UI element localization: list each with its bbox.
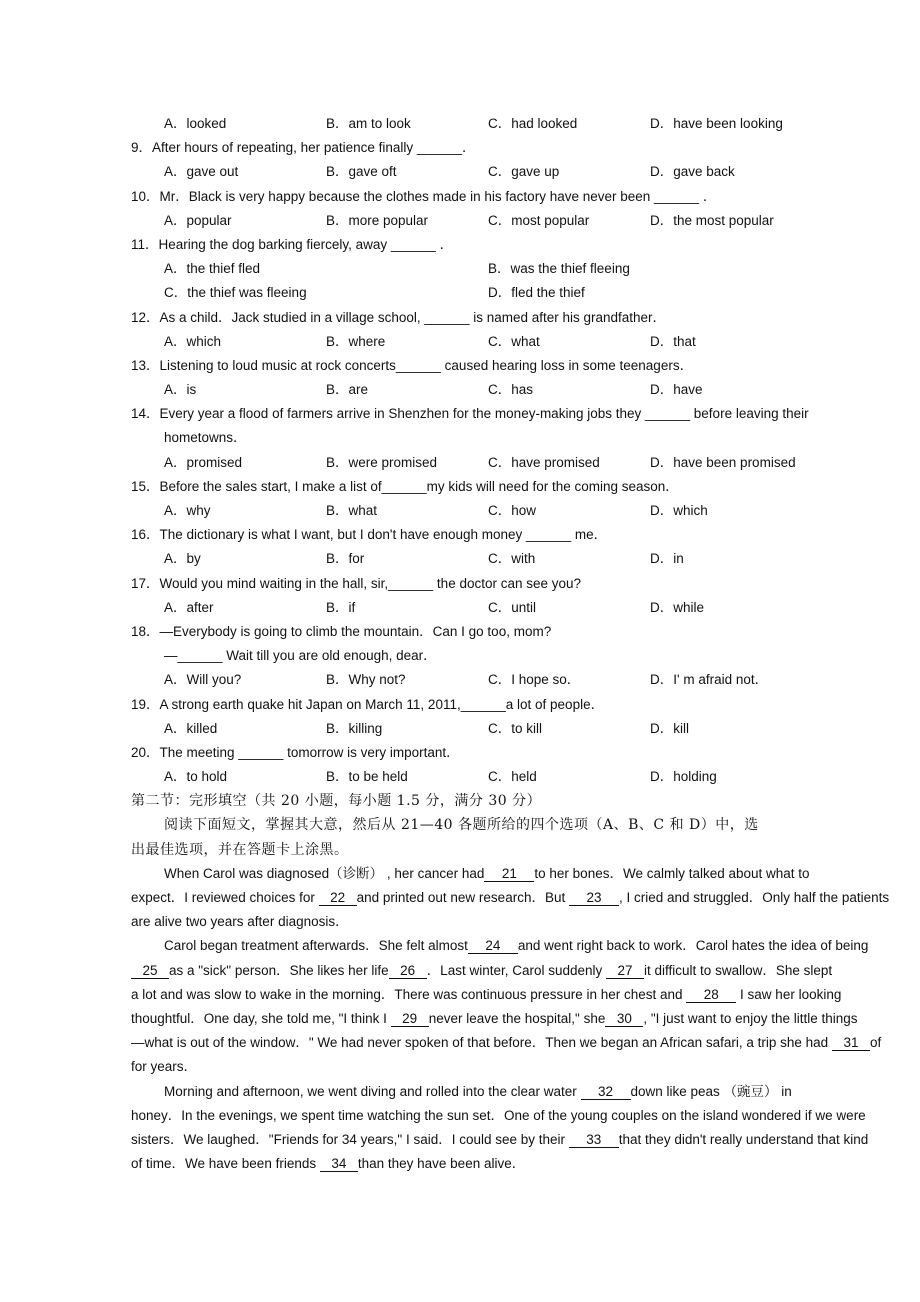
option-c[interactable]: C．to kill [488,720,543,736]
passage-text: expect．I reviewed choices for [131,890,319,905]
passage-text: and went right back to work．Carol hates the idea of being [517,938,869,954]
question-14-options [0,451,920,475]
option-b[interactable]: B．where [326,333,386,349]
option-b[interactable]: B．gave oft [326,164,397,180]
passage-line [0,983,920,1007]
option-b[interactable]: B．Why not? [326,672,406,688]
option-c[interactable]: C．how [488,503,537,518]
passage-line [0,886,920,910]
passage-text: of [869,1035,882,1051]
passage-text: and printed out new research．But [356,890,569,905]
question-10-stem: 10．Mr．Black is very happy because the clothes made in his factory have never been ______ ． [131,188,717,204]
option-a[interactable]: A．promised [164,454,243,470]
option-d[interactable]: D．fled the thief [488,285,585,301]
blank-33[interactable]: 33 [569,1132,619,1148]
section-instruction-cont: 出最佳选项，并在答题卡上涂黑。 [131,841,349,858]
question-20-stem: 20．The meeting ______ tomorrow is very important． [131,744,460,760]
blank-34[interactable]: 34 [320,1156,358,1172]
question-12-stem: 12．As a child．Jack studied in a village school, ______ is named after his grandfather． [131,309,667,325]
question-15-stem: 15．Before the sales start, I make a list of______my kids will need for the coming season． [131,478,679,494]
option-d[interactable]: D．I' m afraid not． [650,672,769,688]
passage-line [0,959,920,983]
passage-text: thoughtful．One day, she told me, "I think I [131,1010,391,1026]
option-b[interactable]: B．was the thief fleeing [488,261,630,277]
passage-line [0,1080,920,1104]
option-b[interactable]: B．to be held [326,769,408,785]
option-a[interactable]: A．popular [164,212,232,228]
section-heading: 第二节：完形填空（共 20 小题，每小题 1.5 分，满分 30 分） [131,793,542,810]
option-c[interactable]: C．with [488,551,536,567]
blank-22[interactable]: 22 [319,890,357,906]
option-c[interactable]: C．I hope so． [488,672,581,688]
option-a[interactable]: A．the thief fled [164,261,261,277]
passage-text: of time．We have been friends [131,1156,320,1172]
question-13-stem: 13．Listening to loud music at rock concerts______ caused hearing loss in some teenagers． [131,357,694,373]
question-10-options [0,209,920,233]
passage-text: When Carol was diagnosed（诊断） [164,865,384,881]
question-12-options [0,330,920,354]
passage-text: , I cried and struggled．Only half the patients [618,890,890,905]
option-c[interactable]: C．until [488,599,537,615]
option-c[interactable]: C．gave up [488,164,560,180]
passage-text: that they didn't really understand that kind [618,1131,869,1147]
passage-text: , her cancer had [383,865,485,881]
option-b[interactable]: B．for [326,551,365,567]
passage-text: it difficult to swallow．She slept [644,962,833,978]
passage-line: for years． [131,1059,198,1075]
passage-line [0,1128,920,1152]
question-14-stem: 14．Every year a flood of farmers arrive in Shenzhen for the money-making jobs they ______ before leaving their [131,406,809,422]
question-15-options [0,499,920,523]
option-b[interactable]: B．more popular [326,212,429,228]
passage-text: —what is out of the window．" We had never spoken of that before．Then we began an African safari, a trip she had [131,1035,832,1051]
question-13-options [0,378,920,402]
option-a[interactable]: A．Will you? [164,672,242,688]
passage-text: Morning and afternoon, we went diving and rolled into the clear water [164,1083,581,1099]
option-b[interactable]: B．am to look [326,116,411,131]
option-b[interactable]: B．what [326,503,378,518]
option-d[interactable]: D．the most popular [650,212,774,228]
passage-line [0,934,920,958]
question-9-stem: 9．After hours of repeating, her patience finally ______． [131,140,476,156]
question-17-options [0,596,920,620]
question-14-stem-cont: hometowns． [164,430,247,446]
question-9-options [0,160,920,184]
question-11-options-row1 [0,257,920,281]
option-c[interactable]: C．has [488,382,534,398]
option-c[interactable]: C．have promised [488,454,600,470]
passage-text: than they have been alive． [357,1156,526,1172]
passage-text: Carol began treatment afterwards．She felt almost [164,938,468,954]
option-a[interactable]: A．killed [164,720,218,736]
passage-line [0,1031,920,1055]
passage-line: honey．In the evenings, we spent time watching the sun set．One of the young couples on the island wondered if we were [131,1107,866,1123]
question-8-options [0,112,920,136]
blank-32[interactable]: 32 [581,1084,631,1100]
blank-29[interactable]: 29 [391,1011,429,1027]
option-c[interactable]: C．held [488,769,537,785]
passage-line: are alive two years after diagnosis． [131,914,349,930]
passage-text: down like peas （豌豆） in [630,1083,792,1099]
passage-text: a lot and was slow to wake in the morning．There was continuous pressure in her chest and [131,986,687,1002]
option-d[interactable]: D．holding [650,769,717,785]
option-b[interactable]: B．were promised [326,454,438,470]
option-d[interactable]: D．which [650,503,708,518]
passage-text: I saw her looking [736,986,842,1002]
option-a[interactable]: A．why [164,503,211,518]
passage-line [0,1007,920,1031]
question-19-stem: 19．A strong earth quake hit Japan on March 11, 2011,______a lot of people． [131,696,605,712]
question-11-options-row2 [0,281,920,305]
option-d[interactable]: D．kill [650,720,689,736]
option-d[interactable]: D．while [650,599,705,615]
option-d[interactable]: D．have [650,382,703,398]
passage-text: , "I just want to enjoy the little things [643,1010,858,1026]
option-d[interactable]: D．that [650,333,696,349]
question-17-stem: 17．Would you mind waiting in the hall, sir,______ the doctor can see you? [131,575,582,591]
option-c[interactable]: C．had looked [488,116,578,131]
blank-28[interactable]: 28 [686,987,736,1003]
blank-26[interactable]: 26 [389,963,427,979]
question-19-options [0,717,920,741]
question-18-stem-cont: —______ Wait till you are old enough, dear． [164,648,437,664]
blank-21[interactable]: 21 [484,866,534,882]
passage-text: ．Last winter, Carol suddenly [426,962,607,978]
blank-23[interactable]: 23 [569,890,619,906]
option-d[interactable]: D．have been promised [650,454,796,470]
option-c[interactable]: C．the thief was fleeing [164,285,307,301]
option-b[interactable]: B．are [326,382,369,398]
option-d[interactable]: D．have been looking [650,116,783,131]
option-a[interactable]: A．after [164,599,214,615]
option-b[interactable]: B．killing [326,720,383,736]
option-a[interactable]: A．which [164,333,222,349]
option-c[interactable]: C．what [488,333,540,349]
option-d[interactable]: D．in [650,551,684,567]
passage-text: never leave the hospital," she [428,1010,606,1026]
blank-31[interactable]: 31 [832,1035,870,1051]
option-a[interactable]: A．looked [164,116,227,131]
passage-text: as a "sick" person．She likes her life [169,962,389,978]
blank-27[interactable]: 27 [606,963,644,979]
blank-30[interactable]: 30 [605,1011,643,1027]
exam-page [0,112,920,1176]
option-c[interactable]: C．most popular [488,212,590,228]
option-d[interactable]: D．gave back [650,164,735,180]
question-20-options [0,765,920,789]
option-b[interactable]: B．if [326,599,356,615]
question-18-options [0,668,920,692]
section-instruction: 阅读下面短文，掌握其大意，然后从 21—40 各题所给的四个选项（A、B、C 和 D）中，选 [164,817,759,834]
passage-line [0,1152,920,1176]
blank-25[interactable]: 25 [131,963,169,979]
option-a[interactable]: A．by [164,551,201,567]
option-a[interactable]: A．is [164,382,197,398]
question-16-options [0,547,920,571]
question-16-stem: 16．The dictionary is what I want, but I don't have enough money ______ me． [131,527,608,543]
question-18-stem: 18．—Everybody is going to climb the mountain．Can I go too, mom? [131,623,552,639]
option-a[interactable]: A．gave out [164,164,239,180]
option-a[interactable]: A．to hold [164,769,228,785]
passage-text: sisters．We laughed．"Friends for 34 years," I said．I could see by their [131,1131,569,1147]
question-11-stem: 11．Hearing the dog barking fiercely, away ______ ． [131,236,454,252]
blank-24[interactable]: 24 [468,938,518,954]
passage-line [0,862,920,886]
passage-text: to her bones．We calmly talked about what to [534,865,810,881]
